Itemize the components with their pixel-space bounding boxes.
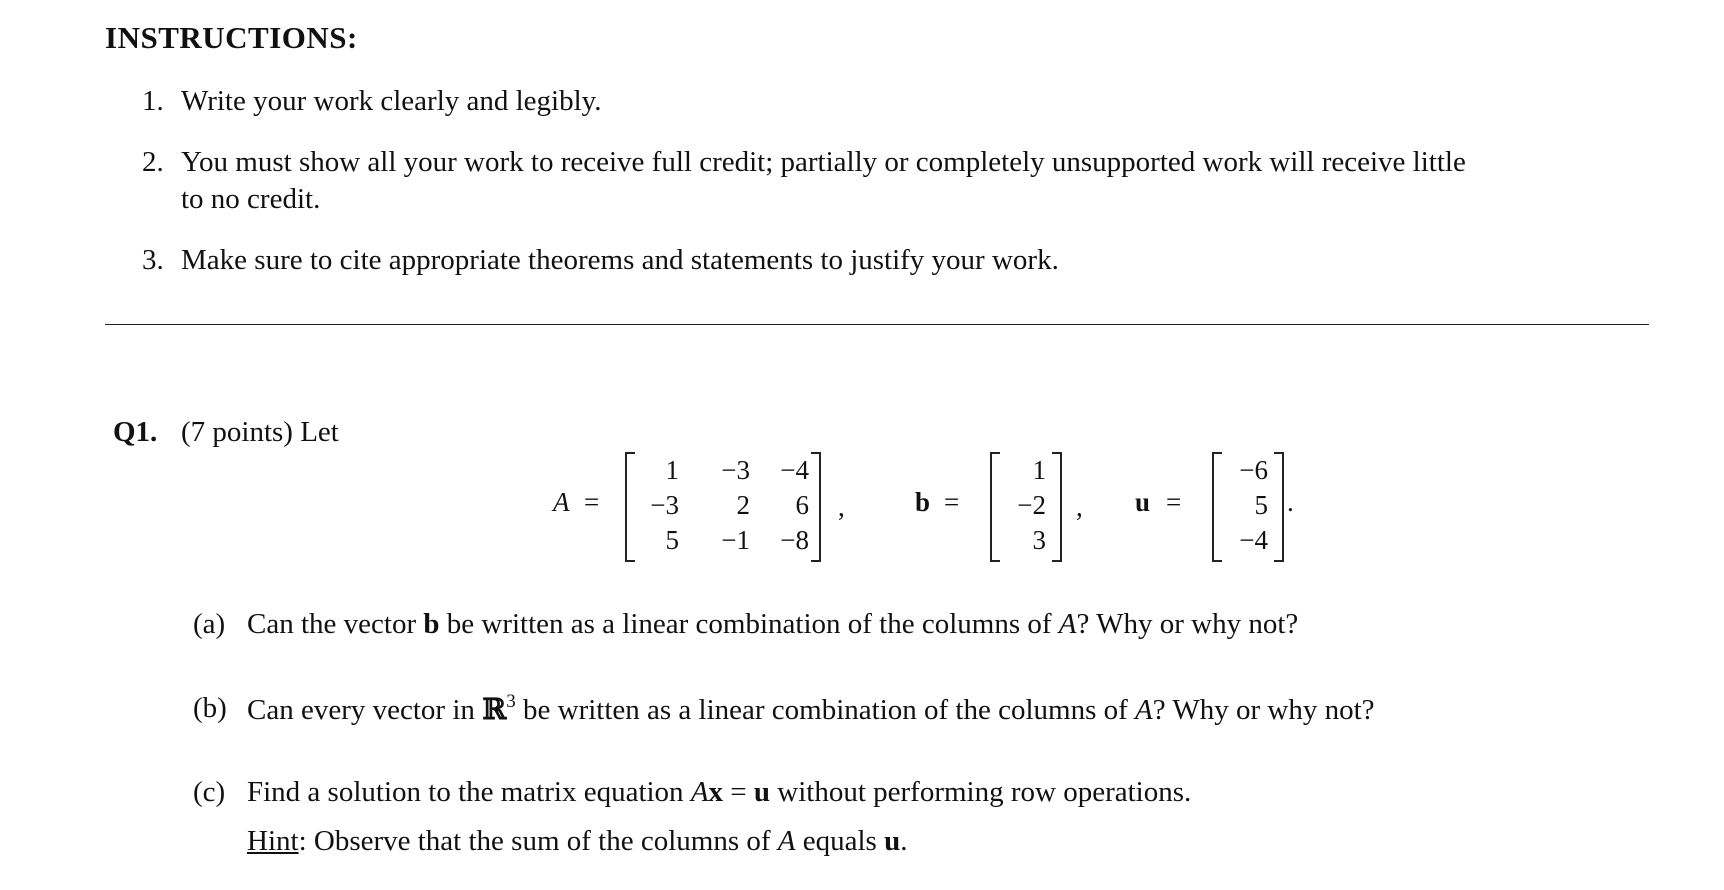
instruction-text-line-1: You must show all your work to receive full credit; partially or completely unsupported work will receive little: [181, 146, 1466, 178]
text-segment: Find a solution to the matrix equation: [247, 776, 691, 808]
text-segment: equals: [795, 825, 885, 857]
matrix-a-symbol: A: [777, 825, 796, 857]
matrix-cell: −8: [780, 525, 809, 555]
right-bracket: [1274, 452, 1284, 562]
period: .: [1287, 487, 1294, 517]
text-segment: Observe that the sum of the columns of: [306, 825, 778, 857]
part-text: [247, 608, 1298, 641]
vector-u-symbol: u: [753, 776, 771, 808]
text-segment: ? Why or why not?: [1076, 608, 1299, 640]
matrix-cell: −1: [721, 525, 750, 555]
vector-u-symbol: u: [884, 825, 901, 857]
vector-entry: 1: [1032, 455, 1046, 485]
vector-u: [1212, 452, 1284, 562]
vector-b-symbol: b: [423, 608, 440, 640]
vector-entry: −2: [1017, 490, 1046, 520]
instructions-heading: INSTRUCTIONS:: [105, 20, 358, 55]
instruction-number: 2.: [142, 146, 164, 178]
matrix-a-symbol: A: [1058, 608, 1077, 640]
vector-b-symbol: b: [915, 487, 931, 517]
text-segment: Can every vector in: [247, 694, 483, 726]
matrix-cell: 2: [736, 490, 750, 520]
vector-entry: −6: [1239, 455, 1268, 485]
equals-sign: =: [723, 776, 754, 808]
matrix-cell: −3: [721, 455, 750, 485]
text-segment: be written as a linear combination of the columns of: [439, 608, 1059, 640]
question-intro: (7 points) Let: [181, 416, 339, 448]
matrix-a-symbol: A: [690, 776, 709, 808]
vector-u-symbol: u: [1135, 487, 1151, 517]
hint-text: [247, 825, 907, 858]
right-bracket: [811, 452, 821, 562]
part-label: (a): [193, 608, 226, 640]
equals-sign: =: [1166, 487, 1182, 517]
equals-sign: =: [944, 487, 960, 517]
left-bracket: [625, 452, 635, 562]
real-numbers-symbol: ℝ: [482, 692, 507, 726]
instruction-text-line-2: to no credit.: [181, 183, 321, 215]
equals-sign: =: [584, 487, 600, 517]
vector-x-symbol: x: [708, 776, 724, 808]
text-segment: ? Why or why not?: [1152, 694, 1375, 726]
text-segment: :: [298, 825, 307, 857]
text-segment: be written as a linear combination of the columns of: [515, 694, 1136, 726]
right-bracket: [1052, 452, 1062, 562]
matrix-a-symbol: A: [1135, 694, 1153, 726]
text-segment: without performing row operations.: [770, 776, 1192, 808]
text-segment: Can the vector: [247, 608, 424, 640]
horizontal-divider: [105, 324, 1649, 325]
matrix-a-symbol: A: [553, 487, 570, 517]
matrix-cell: 6: [795, 490, 809, 520]
vector-b: [990, 452, 1062, 562]
part-text: [247, 776, 1191, 809]
matrix-cell: 1: [665, 455, 679, 485]
part-label: (b): [193, 692, 227, 724]
instruction-text: Write your work clearly and legibly.: [181, 85, 602, 117]
part-label: (c): [193, 776, 226, 808]
part-text: [247, 692, 1375, 727]
vector-entry: −4: [1239, 525, 1268, 555]
text-segment: .: [900, 825, 908, 857]
comma: ,: [838, 492, 845, 522]
question-label: Q1.: [113, 416, 158, 448]
exponent: 3: [506, 691, 516, 712]
hint-label: Hint: [247, 825, 299, 857]
matrix-cell: −3: [650, 490, 679, 520]
vector-entry: 5: [1254, 490, 1268, 520]
matrix-cell: 5: [665, 525, 679, 555]
instruction-number: 1.: [142, 85, 164, 117]
instruction-number: 3.: [142, 244, 164, 276]
matrix-a: [625, 452, 821, 562]
instruction-text: Make sure to cite appropriate theorems and statements to justify your work.: [181, 244, 1059, 276]
matrix-cell: −4: [780, 455, 809, 485]
vector-entry: 3: [1032, 525, 1046, 555]
comma: ,: [1076, 492, 1083, 522]
